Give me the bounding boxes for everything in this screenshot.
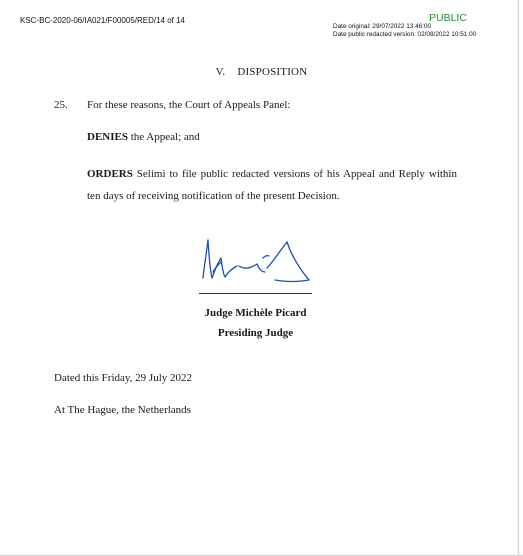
denies-keyword: DENIES: [87, 131, 128, 143]
signatory-name: Judge Michèle Picard: [204, 307, 307, 319]
orders-text: Selimi to file public redacted versions of his Appeal and Reply within ten days of receiving notification of the present Decision.: [87, 168, 457, 202]
signature-line: [199, 293, 312, 294]
place-line: At The Hague, the Netherlands: [54, 404, 191, 416]
paragraph-number: 25.: [54, 99, 68, 111]
date-redacted: Date public redacted version: 02/08/2022 10:51:00: [333, 30, 477, 38]
ruling-orders: [87, 163, 457, 207]
page-edge-right: [518, 0, 519, 556]
header-dates: [333, 23, 476, 38]
dated-line: Dated this Friday, 29 July 2022: [54, 372, 192, 384]
denies-text: the Appeal; and: [127, 131, 200, 143]
orders-keyword: ORDERS: [87, 168, 133, 180]
signatory-role: Presiding Judge: [217, 327, 294, 339]
handwritten-signature: [195, 228, 320, 294]
section-heading: [0, 66, 523, 78]
ruling-denies: [87, 130, 200, 144]
classification-label: PUBLIC: [429, 12, 467, 24]
paragraph-text: For these reasons, the Court of Appeals Panel:: [87, 99, 291, 111]
document-reference: KSC-BC-2020-06/IA021/F00005/RED/14 of 14: [20, 16, 185, 25]
section-title: DISPOSITION: [237, 66, 308, 78]
date-original: Date original: 29/07/2022 13:46:00: [333, 23, 432, 30]
section-number: V.: [215, 66, 226, 78]
